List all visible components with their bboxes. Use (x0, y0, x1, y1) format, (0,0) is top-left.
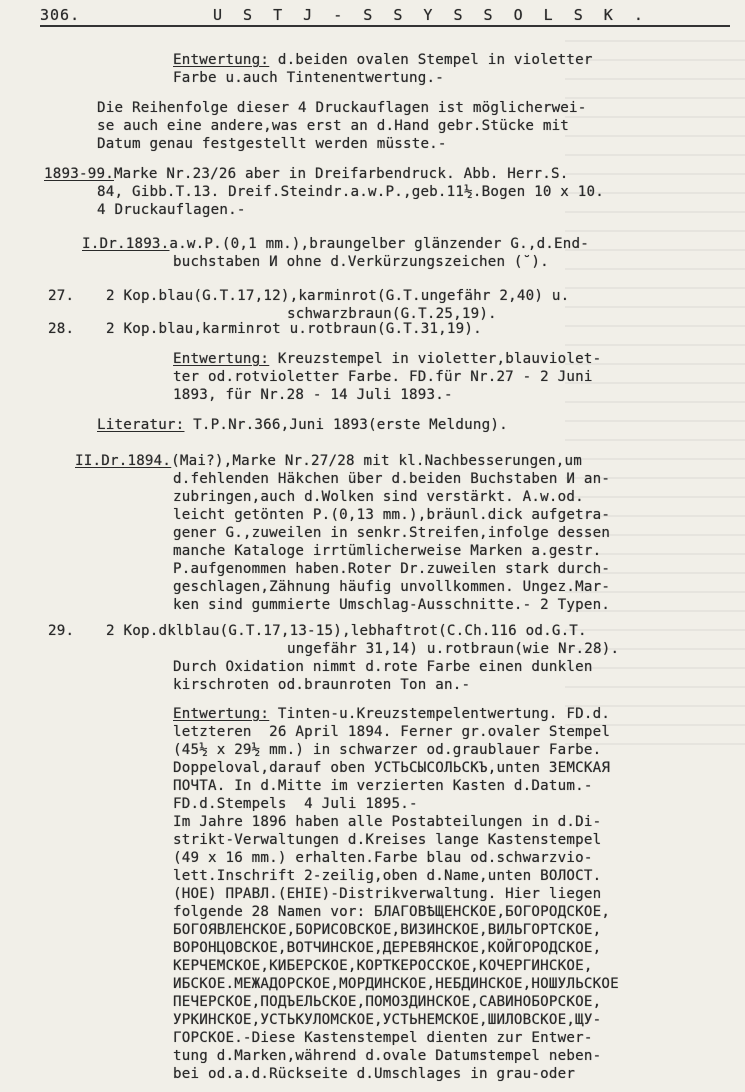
line-text: FD.d.Stempels 4 Juli 1895.- (173, 796, 418, 812)
text-line (173, 939, 601, 957)
underlined-heading: Literatur: (97, 417, 185, 433)
text-line (173, 867, 601, 885)
line-text: Doppeloval,darauf oben УСТЬСЫСОЛЬСКЪ,unten ЗЕМСКАЯ (173, 760, 611, 776)
text-line (173, 368, 593, 386)
line-text: bei od.a.d.Rückseite d.Umschlages in grau-oder (173, 1066, 576, 1082)
text-line (173, 1011, 601, 1029)
text-line (173, 578, 610, 596)
line-text: kirschroten od.braunroten Ton an.- (173, 677, 471, 693)
text-line (173, 885, 601, 903)
text-line (97, 117, 569, 135)
line-text: БОГОЯВЛЕНСКОЕ,БОРИСОВСКОЕ,ВИЗИНСКОЕ,ВИЛЬГОРТСКОЕ, (173, 922, 602, 938)
line-text: 2 Kop.blau,karminrot u.rotbraun(G.T.31,19). (106, 321, 482, 337)
text-line (173, 975, 619, 993)
line-text: Die Reihenfolge dieser 4 Druckauflagen ist möglicherwei- (97, 100, 587, 116)
line-text: tung d.Marken,während d.ovale Datumstempel neben- (173, 1048, 602, 1064)
text-line (173, 777, 593, 795)
line-text: ПОЧТА. In d.Mitte im verzierten Kasten d.Datum.- (173, 778, 593, 794)
text-line (173, 741, 601, 759)
text-line (173, 921, 601, 939)
line-text: zubringen,auch d.Wolken sind verstärkt. A.w.od. (173, 489, 584, 505)
line-text: folgende 28 Namen vor: БЛАГОВѢЩЕНСКОЕ,БОГОРОДСКОЕ, (173, 904, 611, 920)
line-text: ВОРОНЦОВСКОЕ,ВОТЧИНСКОЕ,ДЕРЕВЯНСКОЕ,КОЙГОРОДСКОЕ, (173, 940, 602, 956)
text-line (173, 759, 610, 777)
text-line (173, 470, 610, 488)
text-line (173, 488, 584, 506)
text-line (173, 1065, 575, 1083)
line-text: letzteren 26 April 1894. Ferner gr.ovaler Stempel (173, 724, 611, 740)
text-line (173, 849, 593, 867)
text-line (97, 183, 604, 201)
line-text: T.P.Nr.366,Juni 1893(erste Meldung). (184, 417, 508, 433)
text-line (97, 135, 447, 153)
line-text: 4 Druckauflagen.- (97, 202, 246, 218)
line-text: geschlagen,Zähnung häufig unvollkommen. Ungez.Mar- (173, 579, 611, 595)
line-text: 1893, für Nr.28 - 14 Juli 1893.- (173, 387, 453, 403)
text-line (173, 658, 593, 676)
line-text: ИБСКОЕ.МЕЖАДОРСКОЕ,МОРДИНСКОЕ,НЕБДИНСКОЕ,НОШУЛЬСКОЕ (173, 976, 619, 992)
text-line (173, 1029, 593, 1047)
line-text: ГОРСКОЕ.-Diese Kastenstempel dienten zur Entwer- (173, 1030, 593, 1046)
line-text: buchstaben И ohne d.Verkürzungszeichen (˘). (173, 254, 549, 270)
line-text: Datum genau festgestellt werden müsste.- (97, 136, 447, 152)
line-text: P.aufgenommen haben.Roter Dr.zuweilen stark durch- (173, 561, 611, 577)
text-line (75, 452, 582, 470)
text-line (97, 416, 508, 434)
line-text: ПЕЧЕРСКОЕ,ПОДЪЕЛЬСКОЕ,ПОМОЗДИНСКОЕ,САВИНОБОРСКОЕ, (173, 994, 602, 1010)
line-text: (45½ x 29½ mm.) in schwarzer od.graublauer Farbe. (173, 742, 602, 758)
page-title: U S T J - S S Y S S O L S K . (213, 6, 649, 24)
line-text: 84, Gibb.T.13. Dreif.Steindr.a.w.P.,geb.11½.Bogen 10 x 10. (97, 184, 605, 200)
text-line (173, 993, 601, 1011)
text-line (173, 51, 593, 69)
text-line (173, 560, 610, 578)
underlined-heading: Entwertung: (173, 351, 270, 367)
line-text: schwarzbraun(G.T.25,19). (287, 306, 497, 322)
underlined-heading: Entwertung: (173, 706, 270, 722)
text-line (173, 69, 444, 87)
text-line (173, 957, 593, 975)
line-text: lett.Inschrift 2-zeilig,oben d.Name,unten ВОЛОСТ. (173, 868, 602, 884)
text-line (48, 622, 587, 640)
line-text: Marke Nr.23/26 aber in Dreifarbendruck. Abb. Herr.S. (113, 166, 569, 182)
underlined-heading: I.Dr.1893. (82, 236, 170, 252)
line-text: ken sind gummierte Umschlag-Ausschnitte.- 2 Typen. (173, 597, 611, 613)
text-line (173, 723, 610, 741)
line-text: Im Jahre 1896 haben alle Postabteilungen in d.Di- (173, 814, 602, 830)
text-line (173, 676, 470, 694)
text-line (173, 831, 601, 849)
underlined-heading: II.Dr.1894. (75, 453, 172, 469)
line-text: strikt-Verwaltungen d.Kreises lange Kastenstempel (173, 832, 602, 848)
text-line (173, 813, 601, 831)
line-text: Farbe u.auch Tintenentwertung.- (173, 70, 444, 86)
text-line (173, 542, 601, 560)
entry-number: 28. (48, 321, 75, 337)
line-text: 2 Kop.blau(G.T.17,12),karminrot(G.T.ungefähr 2,40) u. (106, 288, 570, 304)
line-text: leicht getönten P.(0,13 mm.),bräunl.dick aufgetra- (173, 507, 611, 523)
text-line (97, 201, 246, 219)
text-line (173, 705, 610, 723)
text-line (48, 287, 569, 305)
text-line (97, 99, 587, 117)
line-text: Tinten-u.Kreuzstempelentwertung. FD.d. (269, 706, 611, 722)
text-line (44, 165, 569, 183)
underlined-heading: Entwertung: (173, 52, 270, 68)
text-line (82, 235, 589, 253)
line-text: (НОЕ) ПРАВЛ.(ЕНIЕ)-Distrikverwaltung. Hier liegen (173, 886, 602, 902)
entry-number: 27. (48, 288, 75, 304)
line-text: 2 Kop.dklblau(G.T.17,13-15),lebhaftrot(C.Ch.116 od.G.T. (106, 623, 587, 639)
line-text: manche Kataloge irrtümlicherweise Marken a.gestr. (173, 543, 602, 559)
line-text: УРКИНСКОЕ,УСТЬКУЛОМСКОЕ,УСТЬНЕМСКОЕ,ШИЛОВСКОЕ,ЩУ- (173, 1012, 602, 1028)
line-text: d.fehlenden Häkchen über d.beiden Buchstaben И an- (173, 471, 611, 487)
text-line (173, 506, 610, 524)
text-line (173, 596, 610, 614)
entry-number: 29. (48, 623, 75, 639)
line-text: Kreuzstempel in violetter,blauviolet- (269, 351, 602, 367)
header-rule (40, 25, 730, 27)
line-text: gener G.,zuweilen in senkr.Streifen,infolge dessen (173, 525, 611, 541)
text-line (287, 640, 619, 658)
underlined-heading: 1893-99. (44, 166, 114, 182)
line-text: ter od.rotvioletter Farbe. FD.für Nr.27 - 2 Juni (173, 369, 593, 385)
line-text: Durch Oxidation nimmt d.rote Farbe einen dunklen (173, 659, 593, 675)
text-line (173, 350, 601, 368)
line-text: d.beiden ovalen Stempel in violetter (269, 52, 593, 68)
text-line (48, 320, 482, 338)
line-text: a.w.P.(0,1 mm.),braungelber glänzender G.,d.End- (169, 236, 590, 252)
text-line (173, 524, 610, 542)
text-line (173, 1047, 601, 1065)
line-text: (49 x 16 mm.) erhalten.Farbe blau od.schwarzvio- (173, 850, 593, 866)
text-line (173, 386, 453, 404)
text-line (173, 903, 610, 921)
text-line (173, 253, 549, 271)
line-text: (Mai?),Marke Nr.27/28 mit kl.Nachbesserungen,um (171, 453, 583, 469)
line-text: se auch eine andere,was erst an d.Hand gebr.Stücke mit (97, 118, 570, 134)
line-text: ungefähr 31,14) u.rotbraun(wie Nr.28). (287, 641, 620, 657)
page-number: 306. (40, 6, 81, 24)
text-line (173, 795, 418, 813)
line-text: КЕРЧЕМСКОЕ,КИБЕРСКОЕ,КОРТКЕРОССКОЕ,КОЧЕРГИНСКОЕ, (173, 958, 593, 974)
